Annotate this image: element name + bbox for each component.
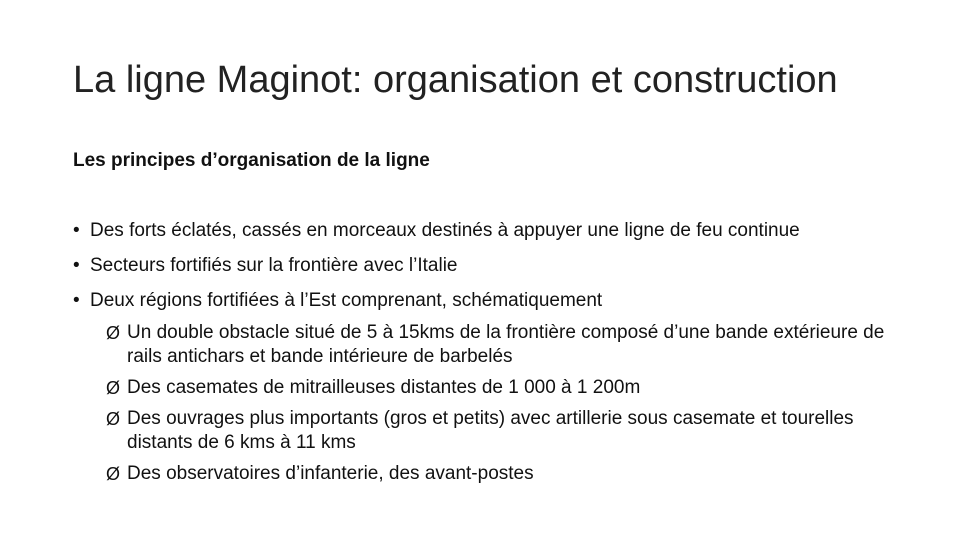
arrow-bullet-icon: Ø — [106, 323, 121, 343]
bullet-item — [73, 219, 933, 243]
bullet-text: Des forts éclatés, cassés en morceaux destinés à appuyer une ligne de feu continue — [90, 220, 800, 241]
bullet-item — [73, 254, 933, 278]
bullet-text: Secteurs fortifiés sur la frontière avec l’Italie — [90, 255, 458, 276]
sub-bullet-item — [73, 462, 933, 486]
arrow-bullet-icon: Ø — [106, 409, 121, 429]
sub-bullet-text: Des observatoires d’infanterie, des avant-postes — [127, 463, 534, 484]
sub-bullet-list — [73, 321, 933, 493]
arrow-bullet-icon: Ø — [106, 378, 121, 398]
bullet-marker-icon: • — [73, 255, 80, 276]
sub-bullet-item — [73, 321, 933, 369]
arrow-bullet-icon: Ø — [106, 464, 121, 484]
bullet-text: Deux régions fortifiées à l’Est comprenant, schématiquement — [90, 290, 603, 311]
bullet-marker-icon: • — [73, 290, 80, 311]
sub-bullet-text: Des ouvrages plus importants (gros et petits) avec artillerie sous casemate et tourelles distants de 6 kms à 11 kms — [127, 408, 854, 453]
slide-subtitle: Les principes d’organisation de la ligne — [73, 150, 430, 171]
sub-bullet-item — [73, 407, 933, 455]
sub-bullet-text: Un double obstacle situé de 5 à 15kms de la frontière composé d’une bande extérieure de rails antichars et bande intérieure de barbelés — [127, 322, 885, 367]
slide-title: La ligne Maginot: organisation et construction — [73, 59, 838, 101]
sub-bullet-item — [73, 376, 933, 400]
bullet-marker-icon: • — [73, 220, 80, 241]
bullet-list — [73, 219, 933, 484]
sub-bullet-text: Des casemates de mitrailleuses distantes de 1 000 à 1 200m — [127, 377, 641, 398]
bullet-item — [73, 289, 933, 313]
